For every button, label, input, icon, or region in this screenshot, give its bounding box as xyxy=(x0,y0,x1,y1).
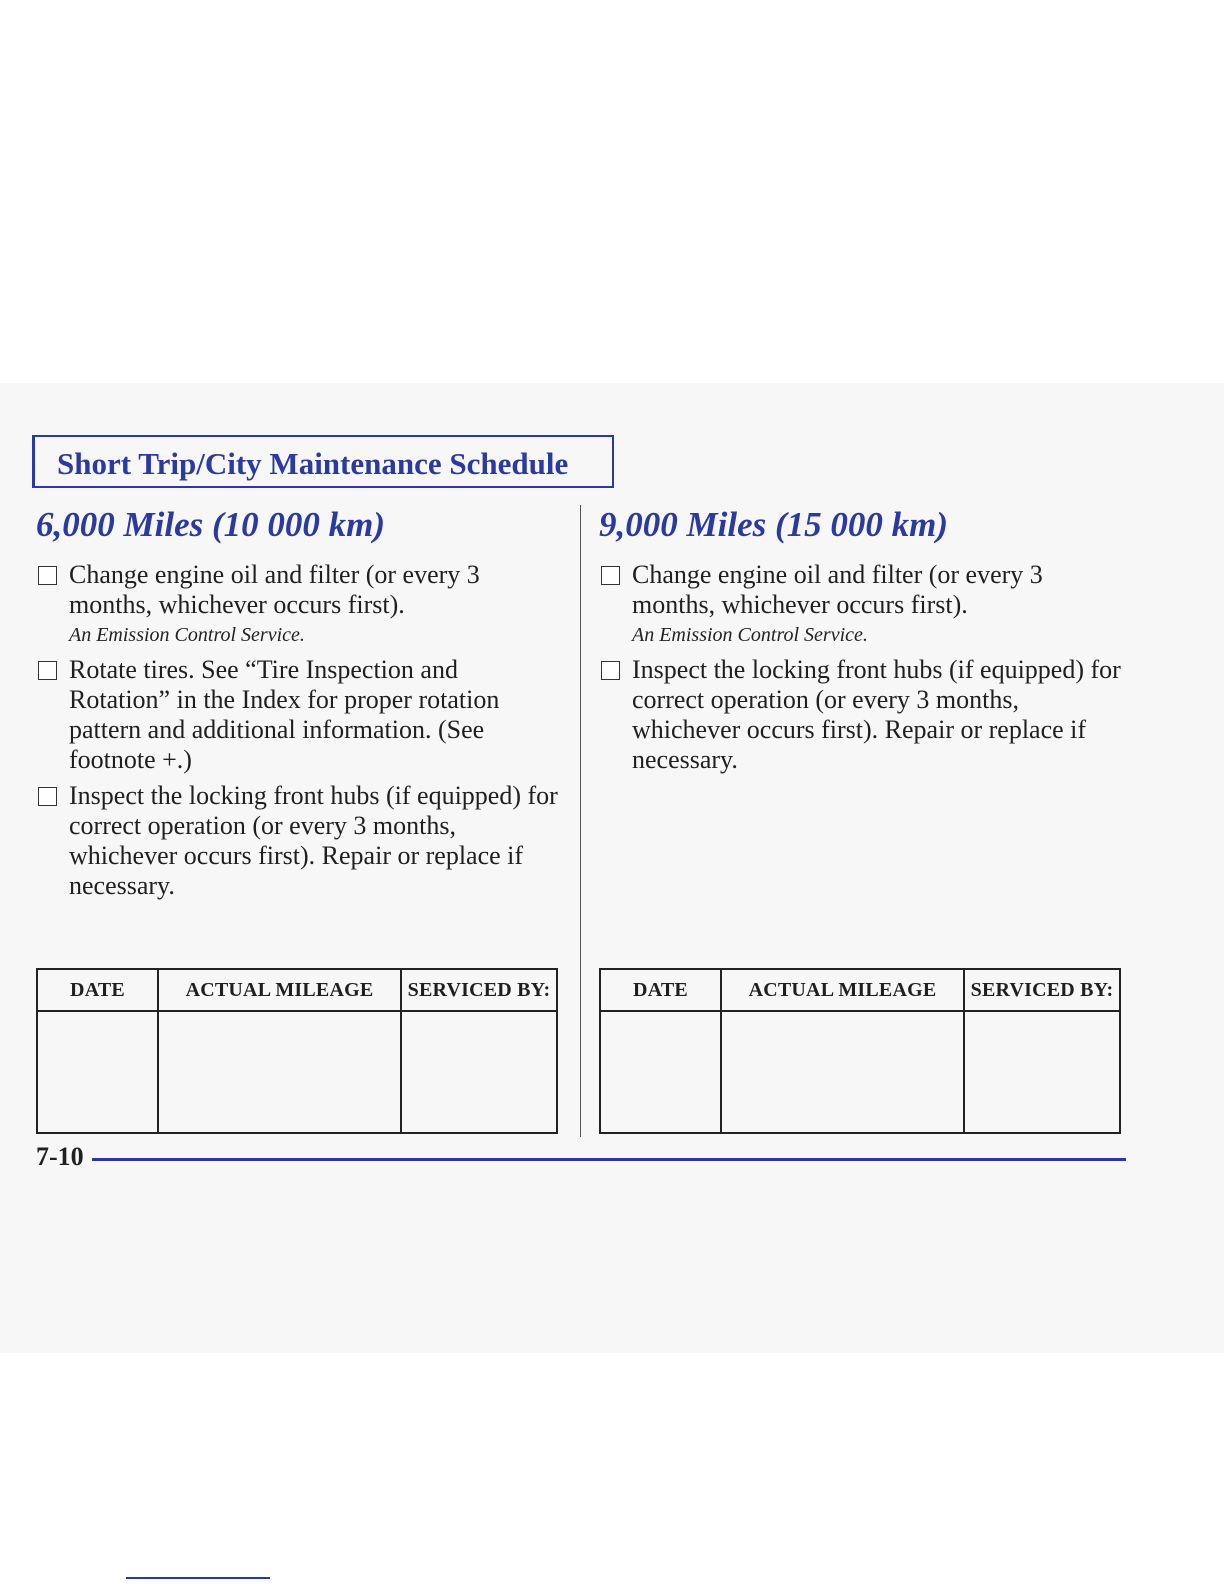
checklist-item[interactable] xyxy=(38,655,558,775)
actual-mileage-cell[interactable] xyxy=(158,1011,401,1133)
bottom-accent-rule xyxy=(126,1577,270,1579)
column-divider xyxy=(580,505,581,1137)
checkbox-icon[interactable] xyxy=(38,566,57,585)
section-heading-9000: 9,000 Miles (15 000 km) xyxy=(599,505,949,544)
page-title: Short Trip/City Maintenance Schedule xyxy=(57,446,569,481)
section-heading-6000: 6,000 Miles (10 000 km) xyxy=(36,505,386,544)
serviced-by-cell[interactable] xyxy=(964,1011,1120,1133)
checklist-item-text: Rotate tires. See “Tire Inspection and Rotation” in the Index for proper rotation pattern and additional information. (See footnote +.) xyxy=(69,655,500,774)
serviced-by-cell[interactable] xyxy=(401,1011,557,1133)
checklist-item-text: Change engine oil and filter (or every 3 months, whichever occurs first). xyxy=(69,560,480,619)
checklist-item[interactable] xyxy=(601,560,1121,620)
checkbox-icon[interactable] xyxy=(38,661,57,680)
checklist-item-text: Inspect the locking front hubs (if equipped) for correct operation (or every 3 months, whichever occurs first). Repair or replace if necessary. xyxy=(632,655,1121,774)
service-log-table xyxy=(36,968,558,1134)
checklist-item[interactable] xyxy=(38,781,563,901)
date-header: DATE xyxy=(600,969,721,1011)
page-number: 7-10 xyxy=(36,1142,84,1171)
checklist-item[interactable] xyxy=(601,655,1126,775)
checkbox-icon[interactable] xyxy=(601,661,620,680)
checkbox-icon[interactable] xyxy=(601,566,620,585)
date-cell[interactable] xyxy=(37,1011,158,1133)
actual-mileage-cell[interactable] xyxy=(721,1011,964,1133)
checklist-item[interactable] xyxy=(38,560,558,620)
schedule-title-box xyxy=(32,435,614,488)
serviced-by-header: SERVICED BY: xyxy=(964,969,1120,1011)
checkbox-icon[interactable] xyxy=(38,787,57,806)
date-header: DATE xyxy=(37,969,158,1011)
service-log-table xyxy=(599,968,1121,1134)
footer-rule xyxy=(92,1158,1126,1161)
checklist-item-text: Change engine oil and filter (or every 3 months, whichever occurs first). xyxy=(632,560,1043,619)
actual-mileage-header: ACTUAL MILEAGE xyxy=(721,969,964,1011)
checklist-item-text: Inspect the locking front hubs (if equipped) for correct operation (or every 3 months, whichever occurs first). Repair or replace if necessary. xyxy=(69,781,558,900)
emission-note: An Emission Control Service. xyxy=(632,624,868,646)
emission-note: An Emission Control Service. xyxy=(69,624,305,646)
date-cell[interactable] xyxy=(600,1011,721,1133)
serviced-by-header: SERVICED BY: xyxy=(401,969,557,1011)
actual-mileage-header: ACTUAL MILEAGE xyxy=(158,969,401,1011)
